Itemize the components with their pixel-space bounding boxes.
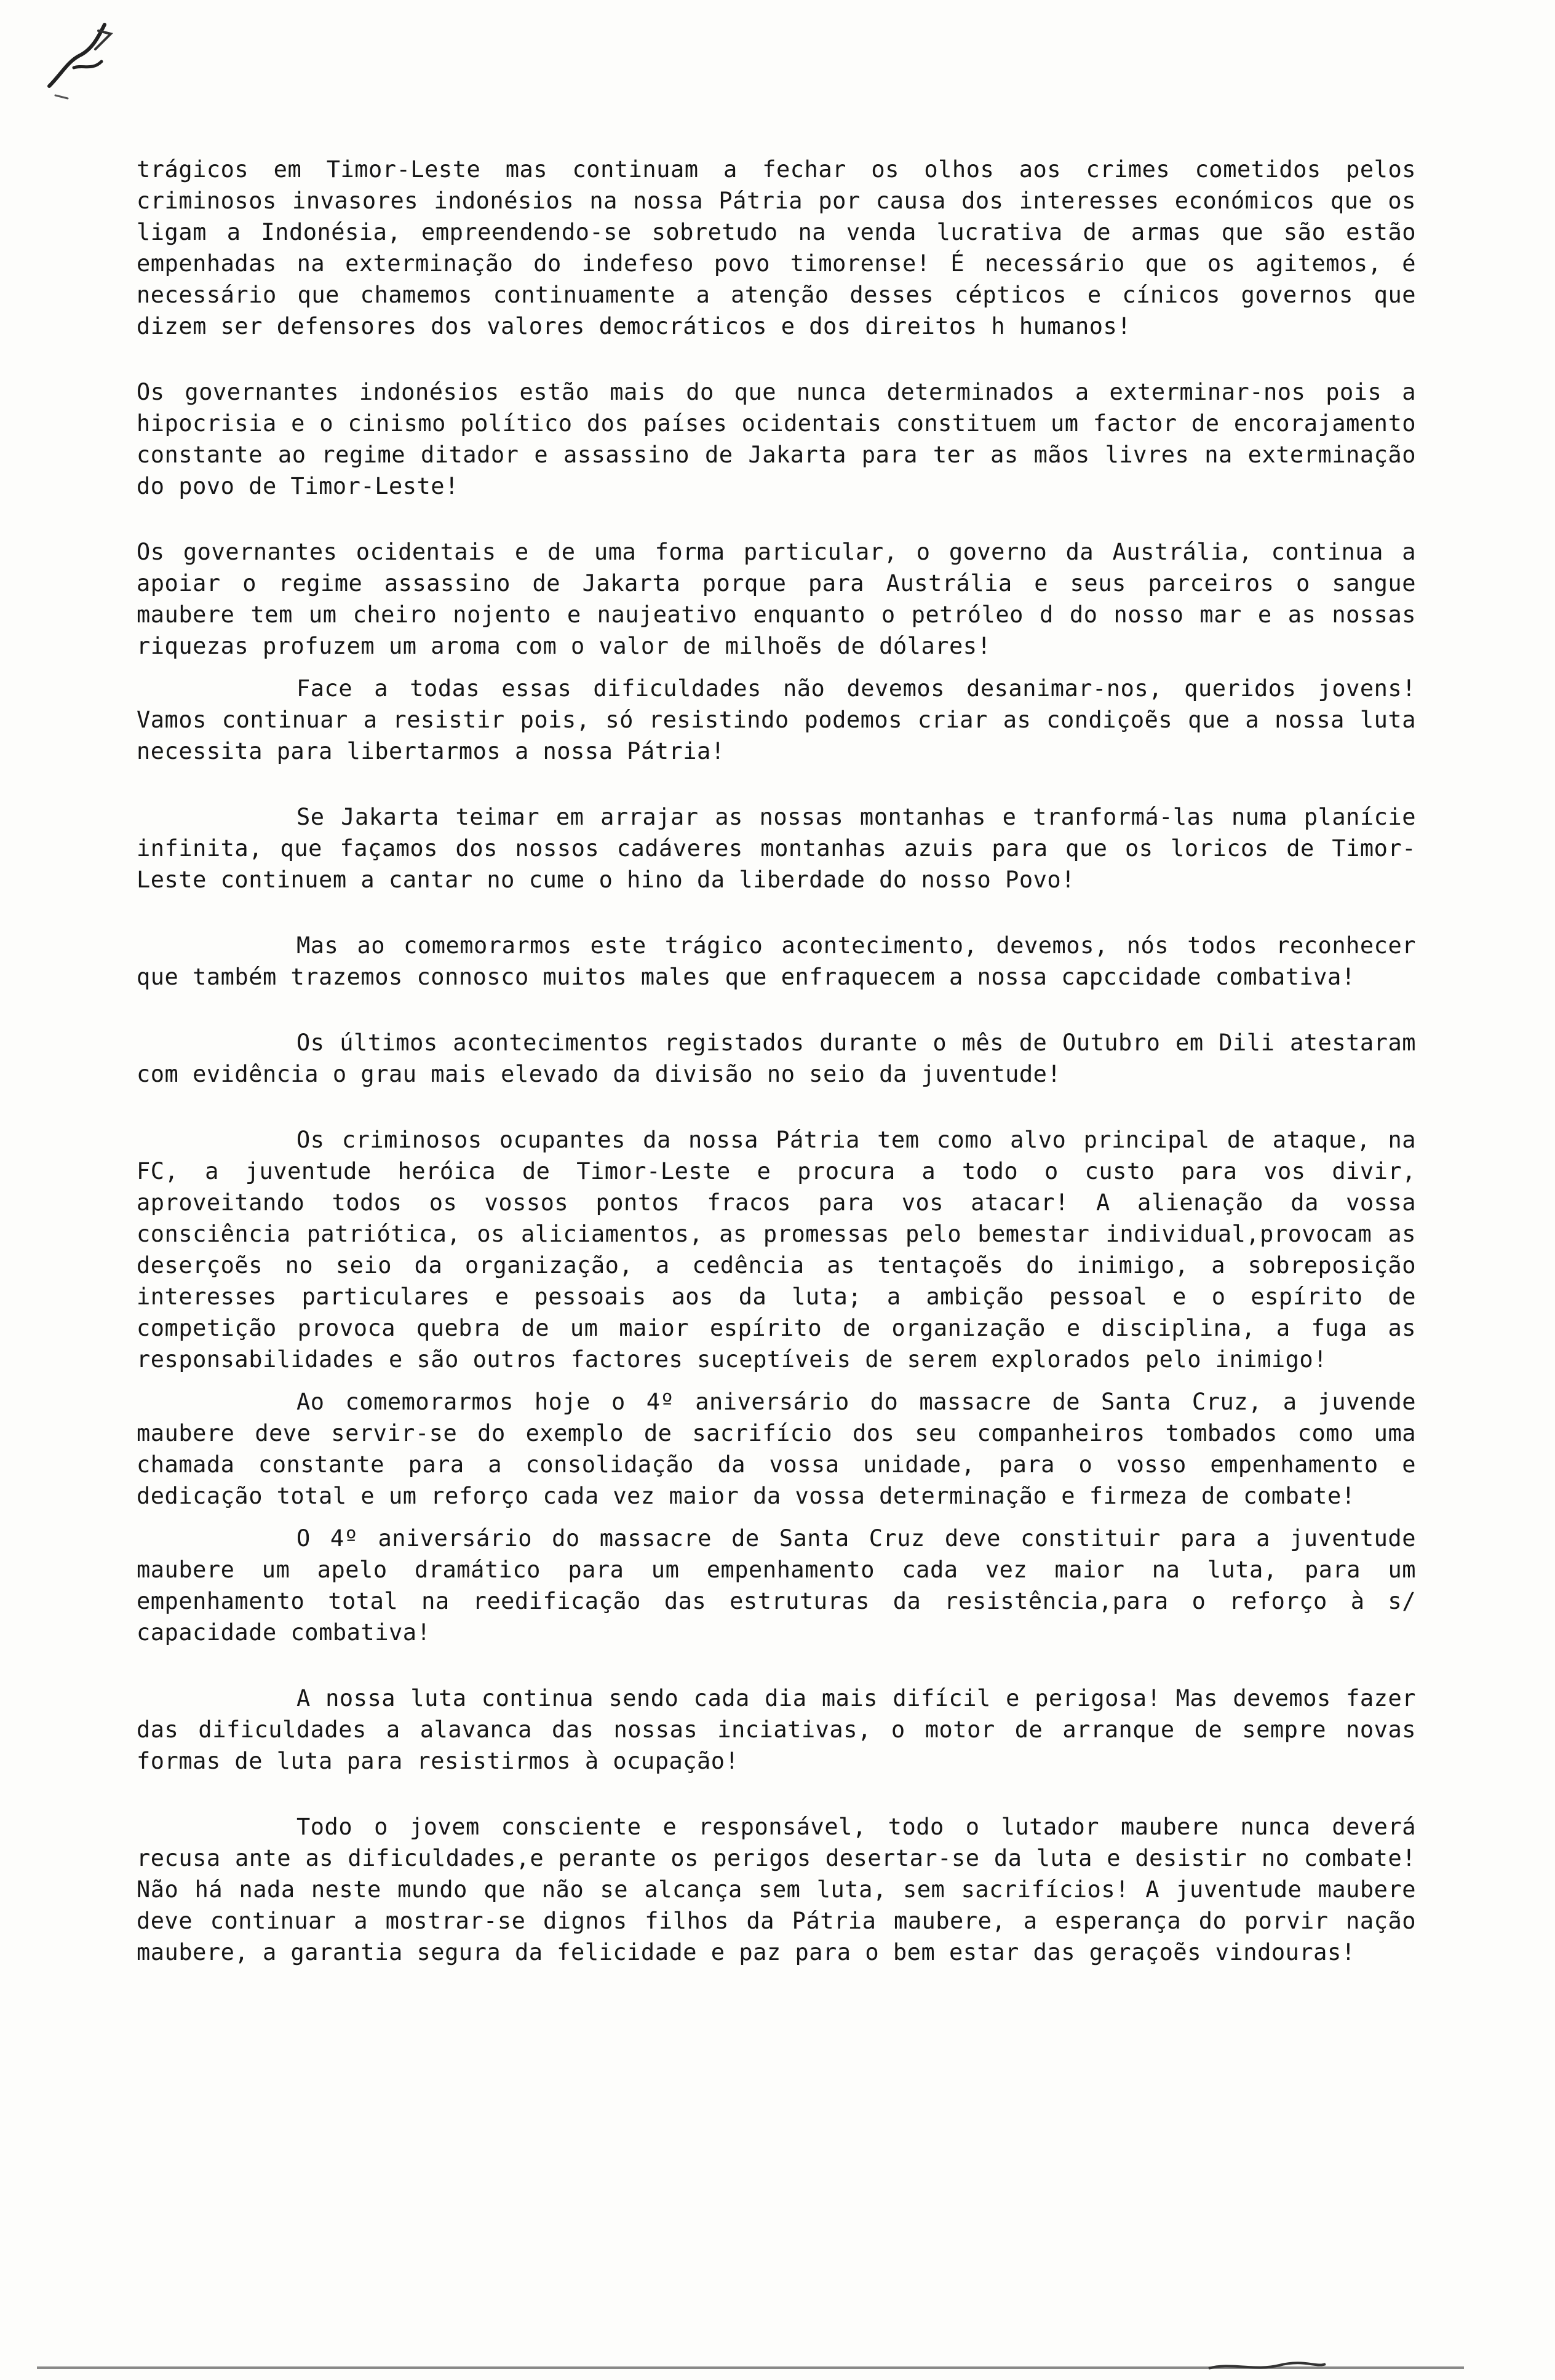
paragraph: Os criminosos ocupantes da nossa Pátria tem como alvo principal de ataque, na FC, a juventude heróica de Timor-Leste e procura a todo o custo para vos divir, aproveitando todos os vossos pontos fracos para vos atacar! A alienação da vossa consciência patriótica, os aliciamentos, as promessas pelo bemestar individual,provocam as deserçoẽs no seio da organização, a cedência as tentaçoẽs do inimigo, a sobreposição interesses particulares e pessoais aos da luta; a ambição pessoal e o espírito de competição provoca quebra de um maior espírito de organização e disciplina, a fuga as responsabilidades e são outros factores suceptíveis de serem explorados pelo inimigo! — [137, 1127, 1430, 1373]
paragraph: Todo o jovem consciente e responsável, todo o lutador maubere nunca deverá recusa ante as dificuldades,e perante os perigos desertar-se da luta e desistir no combate! Não há nada neste mundo que não se alcança sem luta, sem sacrifícios! A juventude maubere deve continuar a mostrar-se dignos filhos da Pátria maubere, a esperança do porvir nação maubere, a garantia segura da felicidade e paz para o bem estar das geraçoẽs vindouras! — [137, 1814, 1430, 1965]
paragraph: A nossa luta continua sendo cada dia mais difícil e perigosa! Mas devemos fazer das dificuldades a alavanca das nossas inciativas, o motor de arranque de sempre novas formas de luta para resistirmos à ocupação! — [137, 1685, 1430, 1774]
paragraph: O 4º aniversário do massacre de Santa Cruz deve constituir para a juventude maubere um apelo dramático para um empenhamento cada vez maior na luta, para um empenhamento total na reedificação das estruturas da resistência,para o reforço à s/ capacidade combativa! — [137, 1525, 1430, 1646]
typewritten-text — [137, 154, 1430, 2002]
paragraph: trágicos em Timor-Leste mas continuam a fechar os olhos aos crimes cometidos pelos criminosos invasores indonésios na nossa Pátria por causa dos interesses económicos que os ligam a Indonésia, empreendendo-se sobretudo na venda lucrativa de armas que são estão empenhadas na exterminação do indefeso povo timorense! É necessário que os agitemos, é necessário que chamemos continuamente a atenção desses cépticos e cínicos governos que dizem ser defensores dos valores democráticos e dos direitos h humanos! — [137, 156, 1430, 339]
paragraph: Os últimos acontecimentos registados durante o mês de Outubro em Dili atestaram com evidência o grau mais elevado da divisão no seio da juventude! — [137, 1029, 1430, 1087]
paragraph: Os governantes indonésios estão mais do que nunca determinados a exterminar-nos pois a hipocrisia e o cinismo político dos países ocidentais constituem um factor de encorajamento constante ao regime ditador e assassino de Jakarta para ter as mãos livres na exterminação do povo de Timor-Leste! — [137, 379, 1430, 499]
ink-smudge-icon — [1206, 2359, 1329, 2373]
handwritten-mark-icon — [37, 12, 129, 105]
paragraph: Mas ao comemorarmos este trágico acontecimento, devemos, nós todos reconhecer que também trazemos connosco muitos males que enfraquecem a nossa capccidade combativa! — [137, 932, 1430, 990]
paragraph: Face a todas essas dificuldades não devemos desanimar-nos, queridos jovens! Vamos continuar a resistir pois, só resistindo podemos criar as condiçoẽs que a nossa luta necessita para libertarmos a nossa Pátria! — [137, 675, 1430, 764]
paragraph: Se Jakarta teimar em arrajar as nossas montanhas e tranformá-las numa planície infinita, que façamos dos nossos cadáveres montanhas azuis para que os loricos de Timor-Leste continuem a cantar no cume o hino da liberdade do nosso Povo! — [137, 804, 1430, 893]
paragraph: Ao comemorarmos hoje o 4º aniversário do massacre de Santa Cruz, a juvende maubere deve servir-se do exemplo de sacrifício dos seu companheiros tombados como uma chamada constante para a consolidação da vossa unidade, para o vosso empenhamento e dedicação total e um reforço cada vez maior da vossa determinação e firmeza de combate! — [137, 1389, 1430, 1509]
paragraph: Os governantes ocidentais e de uma forma particular, o governo da Austrália, continua a apoiar o regime assassino de Jakarta porque para Austrália e seus parceiros o sangue maubere tem um cheiro nojento e naujeativo enquanto o petróleo d do nosso mar e as nossas riquezas profuzem um aroma com o valor de milhoẽs de dólares! — [137, 539, 1430, 659]
